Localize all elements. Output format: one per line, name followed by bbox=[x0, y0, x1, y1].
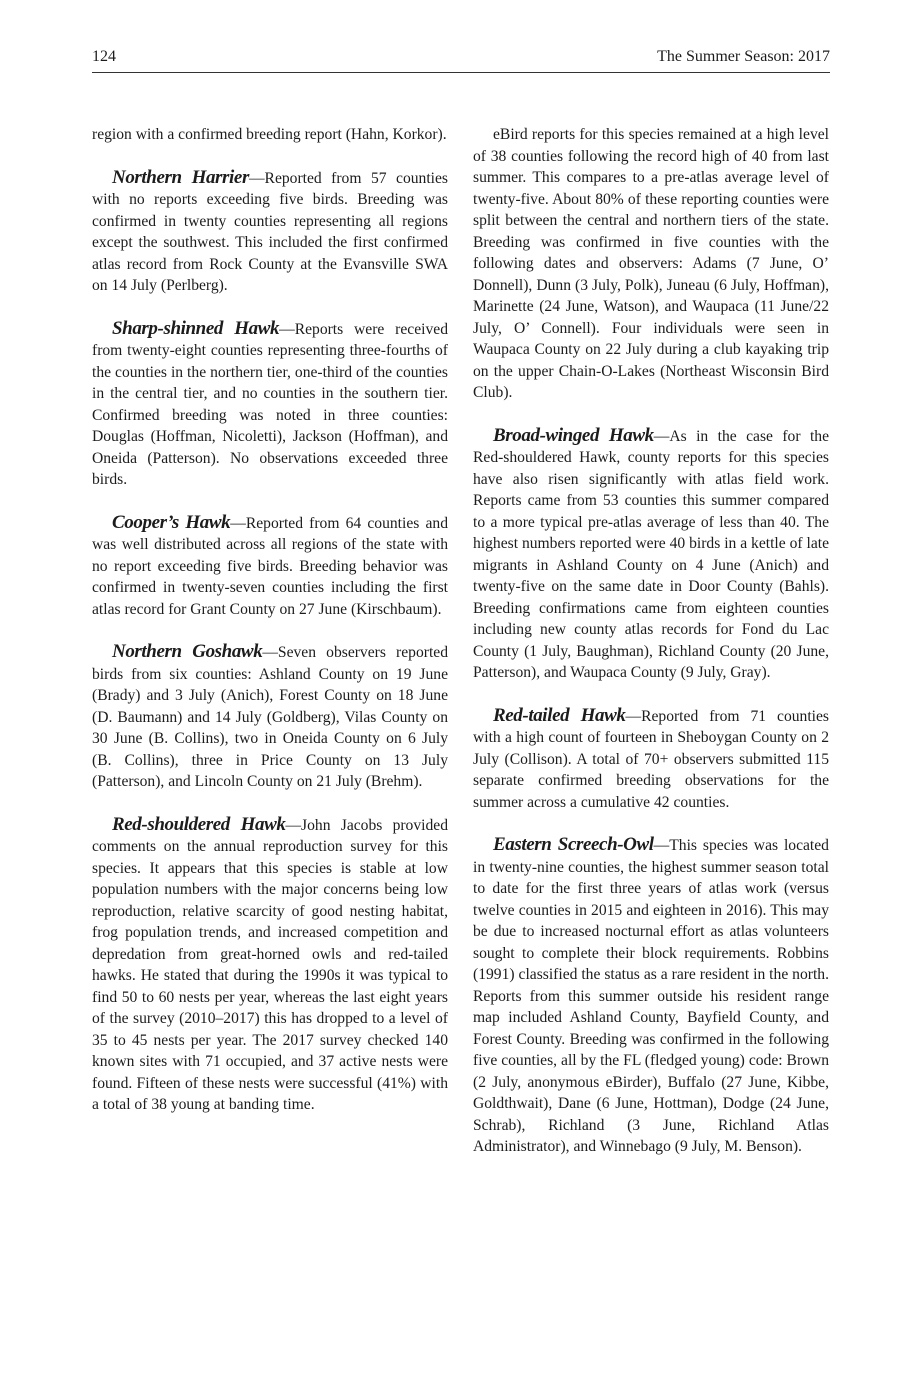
species-account-eastern-screech-owl bbox=[473, 834, 829, 1158]
page-number: 124 bbox=[92, 48, 116, 65]
species-account-text: —Reported from 57 counties with no reports exceeding five birds. Breeding was confirmed in twenty counties representing all regions except the southwest. This included the first confirmed atlas record from Rock County at the Evansville SWA on 14 July (Perlberg). bbox=[92, 169, 448, 294]
species-name: Cooper’s Hawk bbox=[112, 511, 231, 533]
species-name: Northern Harrier bbox=[112, 166, 249, 188]
species-account-text: —This species was located in twenty-nine counties, the highest summer season total to date for the first three years of atlas work (versus twelve counties in 2015 and eighteen in 2016). This may be due to increased nocturnal effort as atlas volunteers sought to complete their block requirements. Robbins (1991) classified the status as a rare resident in the north. Reports from this summer outside his resident range map included Ashland County, Bayfield County, and Forest County. Breeding was confirmed in the following five counties, all by the FL (fledged young) code: Brown (2 July, anonymous eBirder), Buffalo (27 June, Kibbe, Goldthwait), Dane (6 June, Hottman), Dodge (24 June, Schrab), Richland (3 June, Richland Atlas Administrator), and Winnebago (9 July, M. Benson). bbox=[473, 837, 829, 1155]
paragraph-continuation bbox=[92, 124, 448, 146]
left-column bbox=[92, 124, 448, 1137]
species-account-northern-goshawk bbox=[92, 641, 448, 793]
species-name: Red-shouldered Hawk bbox=[112, 813, 286, 835]
species-name: Broad-winged Hawk bbox=[493, 424, 654, 446]
paragraph-text: region with a confirmed breeding report (Hahn, Korkor). bbox=[92, 126, 447, 143]
species-account-red-shouldered-hawk bbox=[92, 814, 448, 1116]
species-account-text: —John Jacobs provided comments on the annual reproduction survey for this species. It appears that this species is stable at low population numbers with the major concerns being low reproduction, relative scarcity of good nesting habitat, frog population trends, and increased competition and depredation from great-horned owls and red-tailed hawks. He stated that during the 1990s it was typical to find 50 to 60 nests per year, whereas the last eight years of the survey (2010–2017) this has dropped to a level of 35 to 45 nests per year. The 2017 survey checked 140 known sites with 71 occupied, and 37 active nests were found. Fifteen of these nests were successful (41%) with a total of 38 young at banding time. bbox=[92, 816, 448, 1113]
species-name: Sharp-shinned Hawk bbox=[112, 317, 280, 339]
species-name: Northern Goshawk bbox=[112, 641, 263, 662]
species-account-sharp-shinned-hawk bbox=[92, 318, 448, 491]
page-header bbox=[92, 48, 830, 73]
species-account-text: —Reports were received from twenty-eight counties representing three-fourths of the counties in the northern tier, one-third of the counties in the central tier, and no counties in the southern tier. Confirmed breeding was noted in three counties: Douglas (Hoffman, Nicoletti), Jackson (Hoffman), and Oneida (Patterson). No observations exceeded three birds. bbox=[92, 320, 448, 488]
species-account-text: —Reported from 64 counties and was well distributed across all regions of the state with no report exceeding five birds. Breeding behavior was confirmed in twenty-seven counties including the first atlas record for Grant County on 27 June (Kirschbaum). bbox=[92, 514, 448, 618]
species-name: Red-tailed Hawk bbox=[493, 704, 626, 726]
running-title: The Summer Season: 2017 bbox=[657, 48, 830, 65]
paragraph-red-shouldered-continued bbox=[473, 124, 829, 404]
species-account-text: —Reported from 71 counties with a high count of fourteen in Sheboygan County on 2 July (Collison). A total of 70+ observers submitted 115 separate confirmed breeding observations for the summer across a cumulative 42 counties. bbox=[473, 707, 830, 811]
species-account-broad-winged-hawk bbox=[473, 425, 829, 684]
species-account-text: —As in the case for the Red-shouldered Hawk, county reports for this species have also risen significantly with atlas field work. Reports came from 53 counties this summer compared to a more typical pre-atlas average of less than 40. The highest numbers reported were 40 birds in a kettle of late migrants in Ashland County on 4 June (Anich) and twenty-five on the same date in Door County (Bahls). Breeding confirmations came from eighteen counties including new county atlas records for Fond du Lac County (1 July, Baughman), Richland County (20 June, Patterson), and Waupaca County (9 July, Gray). bbox=[473, 427, 829, 681]
species-account-red-tailed-hawk bbox=[473, 705, 829, 814]
right-column bbox=[473, 124, 829, 1179]
paragraph-text: eBird reports for this species remained at a high level of 38 counties following the record high of 40 from last summer. This compares to a pre-atlas average level of twenty-five. About 80% of these reporting counties were split between the central and northern tiers of the state. Breeding was confirmed in five counties with the following dates and observers: Adams (7 June, O’ Donnell), Dunn (3 July, Polk), Juneau (6 July, Hoffman), Marinette (24 June, Watson), and Waupaca (11 June/22 July, O’ Connell). Four individuals were seen in Waupaca County on 22 July during a club kayaking trip on the upper Chain-O-Lakes (Northeast Wisconsin Bird Club). bbox=[473, 126, 829, 401]
species-account-coopers-hawk bbox=[92, 512, 448, 621]
species-name: Eastern Screech-Owl bbox=[493, 834, 654, 855]
species-account-northern-harrier bbox=[92, 167, 448, 297]
species-account-text: —Seven observers reported birds from six counties: Ashland County on 19 June (Brady) and 3 July (Anich), Forest County on 18 June (D. Baumann) and 14 July (Goldberg), Vilas County on 30 June (B. Collins), two in Oneida County on 6 July (B. Collins), three in Price County on 13 July (Patterson), and Lincoln County on 21 July (Brehm). bbox=[92, 644, 448, 790]
